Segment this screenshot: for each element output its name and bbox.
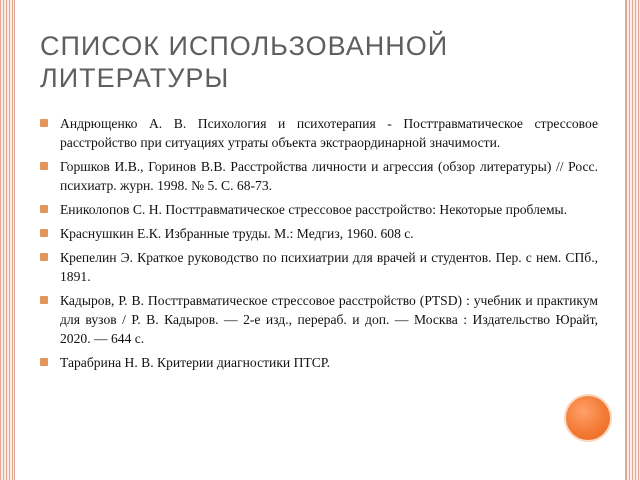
- left-edge-line: [14, 0, 15, 480]
- slide-title: СПИСОК ИСПОЛЬЗОВАННОЙ ЛИТЕРАТУРЫ: [40, 31, 449, 93]
- reference-list: [40, 114, 598, 377]
- right-edge-line: [625, 0, 626, 480]
- reference-item: [40, 224, 598, 243]
- reference-item: [40, 353, 598, 372]
- bullet-square-icon: [40, 229, 48, 237]
- bullet-square-icon: [40, 205, 48, 213]
- reference-text: Крепелин Э. Краткое руководство по психиатрии для врачей и студентов. Пер. с нем. СПб., 1891.: [60, 250, 598, 284]
- orange-circle-icon: [566, 396, 610, 440]
- bullet-square-icon: [40, 162, 48, 170]
- reference-text: Ениколопов С. Н. Посттравматическое стрессовое расстройство: Некоторые проблемы.: [60, 202, 568, 217]
- right-decorative-stripe: [626, 0, 640, 480]
- reference-text: Тарабрина Н. В. Критерии диагностики ПТСР.: [60, 355, 331, 370]
- left-decorative-stripe: [0, 0, 14, 480]
- reference-text: Горшков И.В., Горинов В.В. Расстройства личности и агрессия (обзор литературы) // Росс. психиатр. журн. 1998. № 5. С. 68-73.: [60, 159, 598, 193]
- bullet-square-icon: [40, 253, 48, 261]
- bullet-square-icon: [40, 119, 48, 127]
- reference-item: [40, 291, 598, 348]
- reference-item: [40, 200, 598, 219]
- reference-text: Андрющенко А. В. Психология и психотерапия - Посттравматическое стрессовое расстройство при ситуациях утраты объекта экстраординарной значимости.: [60, 116, 598, 150]
- bullet-square-icon: [40, 296, 48, 304]
- reference-item: [40, 157, 598, 195]
- reference-item: [40, 114, 598, 152]
- bullet-square-icon: [40, 358, 48, 366]
- reference-text: Кадыров, Р. В. Посттравматическое стрессовое расстройство (PTSD) : учебник и практикум для вузов / Р. В. Кадыров. — 2-е изд., перераб. и доп. — Москва : Издательство Юрайт, 2020. — 644 с.: [60, 293, 598, 346]
- reference-text: Краснушкин Е.К. Избранные труды. М.: Медгиз, 1960. 608 с.: [60, 226, 414, 241]
- reference-item: [40, 248, 598, 286]
